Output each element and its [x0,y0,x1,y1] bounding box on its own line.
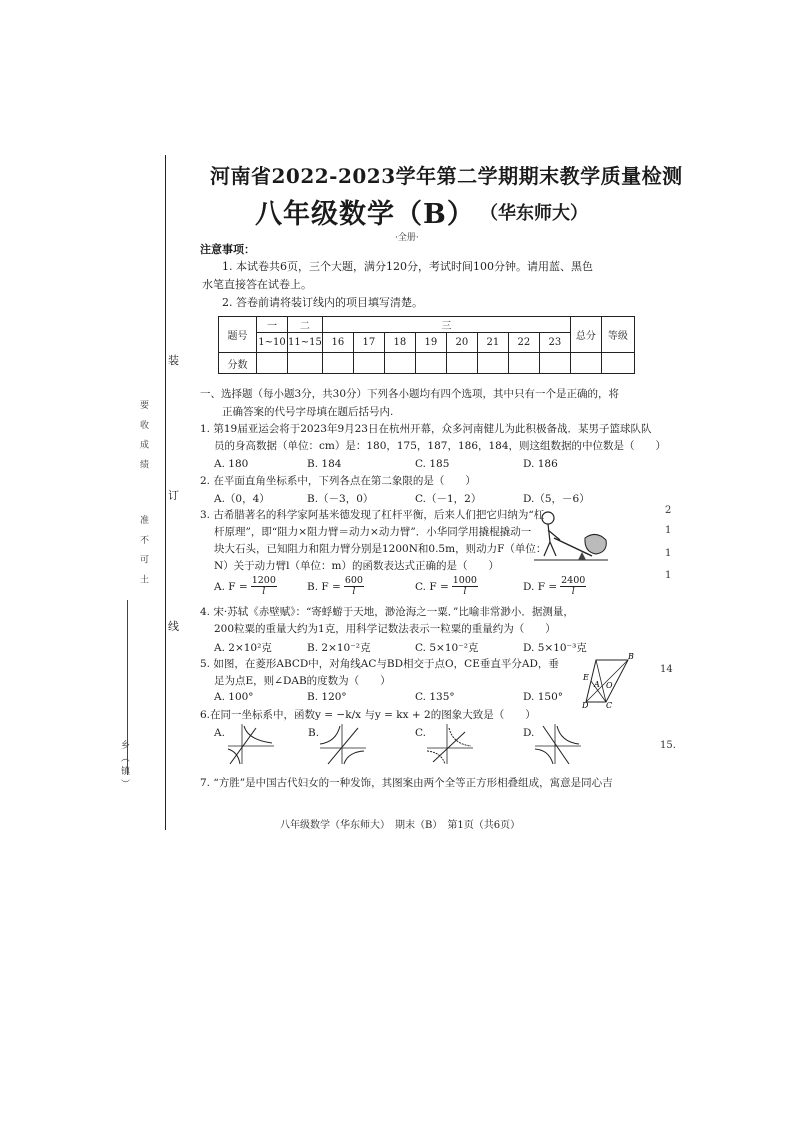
q1-option-b: B. 184 [307,458,342,470]
score-cell [570,353,601,374]
edge-mark-6: 15. [660,740,676,751]
q3-line-2: 杆原理”，即“阻力×阻力臂＝动力×动力臂”．小华同学用撬棍撬动一 [214,526,532,538]
score-table-col: 23 [539,333,570,353]
score-cell [539,353,570,374]
score-table-col: 1~10 [257,333,288,353]
rhombus-label-a: A [594,680,600,689]
q3-option-b-numerator: 600 [344,575,363,586]
score-cell [288,353,323,374]
q6-graph-b [318,722,368,766]
q6-graph-a [226,722,276,766]
score-cell [322,353,353,374]
q2-line-1: 2. 在平面直角坐标系中，下列各点在第二象限的是（ ） [200,475,476,487]
q5-option-d: D. 150° [523,691,564,703]
score-table [218,316,635,374]
q1-option-c: C. 185 [415,458,450,470]
q3-line-3: 块大石头，已知阻力和阻力臂分别是1200N和0.5m，则动力F（单位： [214,543,547,555]
q3-option-a-denominator: l [262,586,266,597]
page-footer: 八年级数学（华东师大） 期末（B） 第1页（共6页） [280,820,521,831]
notice-line-1: 1. 本试卷共6页，三个大题，满分120分，考试时间100分钟。请用蓝、黑色 [222,260,593,273]
score-table-section-1: 一 [257,317,288,333]
q5-option-a: A. 100° [214,691,254,703]
q1-option-a: A. 180 [214,458,249,470]
q3-option-a-numerator: 1200 [251,575,276,586]
q5-option-b: B. 120° [307,691,347,703]
score-cell [384,353,415,374]
q4-line-1: 4. 宋·苏轼《赤壁赋》：“寄蜉蝣于天地，渺沧海之一粟．”比喻非常渺小．据测量， [200,606,574,618]
q6-option-c: C. [415,727,426,739]
section1-heading: 一、选择题（每小题3分，共30分）下列各小题均有四个选项，其中只有一个是正确的，将 [200,388,620,400]
q3-option-c-denominator: l [463,586,467,597]
rhombus-label-o: O [606,681,613,690]
notice-line-2: 水笔直接答在试卷上。 [202,278,312,291]
lever-illustration [530,508,610,574]
score-table-grade: 等级 [601,317,634,353]
q3-line-1: 3. 古希腊著名的科学家阿基米德发现了杠杆平衡，后来人们把它归纳为“杠 [200,509,545,521]
score-table-col: 17 [353,333,384,353]
edge-mark-5: 14 [660,664,673,675]
fill-line-township [127,600,128,775]
edge-mark-4: 1 [665,570,672,581]
edge-mark-3: 1 [665,548,672,559]
q2-option-b: B.（－3，0） [307,493,374,505]
score-cell [415,353,446,374]
score-table-col: 22 [508,333,539,353]
q6-option-a: A. [214,727,225,739]
q2-option-a: A.（0，4） [214,493,270,505]
q6-graph-d [533,722,583,766]
binding-vertical-text-2: 准 不 可 土 [138,515,148,588]
score-cell [353,353,384,374]
q1-line-1: 1. 第19届亚运会将于2023年9月23日在杭州开幕，众多河南健儿为此积极备战．某男子篮球队队 [200,423,652,435]
q2-option-d: D.（5，－6） [523,493,590,505]
score-table-col: 18 [384,333,415,353]
score-table-row-label: 分数 [219,353,257,374]
binding-line [165,155,166,830]
notice-line-3: 2. 答卷前请将装订线内的项目填写清楚。 [222,296,423,309]
rhombus-label-c: C [606,701,613,708]
score-table-total: 总分 [570,317,601,353]
edge-mark-2: 1 [665,525,672,536]
score-table-col: 19 [415,333,446,353]
q3-option-c [415,576,478,597]
q3-option-d-label: D. F = [523,580,558,593]
subject-title: 八年级数学（B） [255,199,475,230]
score-cell [257,353,288,374]
q6-graph-c [425,722,475,766]
scope-label: ·全册· [395,233,419,243]
score-cell [477,353,508,374]
rhombus-label-d: D [582,701,589,708]
section1-heading-2: 正确答案的代号字母填在题后括号内. [222,406,394,418]
score-cell [446,353,477,374]
rhombus-label-b: B [628,652,634,661]
q3-option-b-label: B. F = [307,580,341,593]
q3-option-a [214,576,277,597]
binding-char-zhuang: 装 [168,354,179,367]
binding-vertical-text-3: 乡（镇） [119,740,129,792]
edition-label: （华东师大） [480,203,588,224]
q6-option-d: D. [523,727,535,739]
rhombus-label-e: E [583,673,589,682]
score-table-section-3: 三 [322,317,570,333]
edge-mark-1: 2 [665,505,672,516]
q3-option-a-label: A. F = [214,580,248,593]
q1-line-2: 员的身高数据（单位：cm）是：180，175，187，186，184，则这组数据的中位数是（ ） [214,440,667,452]
q3-option-b [307,576,364,597]
score-table-col: 16 [322,333,353,353]
q1-option-d: D. 186 [523,458,558,470]
q4-option-b: B. 2×10⁻²克 [307,642,371,654]
q5-option-c: C. 135° [415,691,455,703]
q5-line-2: 足为点E，则∠DAB的度数为（ ） [214,675,391,687]
q4-line-2: 200粒粟的重量大约为1克，用科学记数法表示一粒粟的重量约为（ ） [214,623,556,635]
binding-vertical-text-1: 要 收 成 绩 [138,400,148,473]
score-cell [601,353,634,374]
q5-line-1: 5. 如图，在菱形ABCD中，对角线AC与BD相交于点O，CE垂直平分AD，垂 [200,658,559,670]
q6-option-b: B. [308,727,320,739]
score-cell [508,353,539,374]
q4-option-d: D. 5×10⁻³克 [523,642,587,654]
binding-char-ding: 订 [168,489,179,502]
score-table-col: 20 [446,333,477,353]
score-table-section-2: 二 [288,317,323,333]
q3-option-c-label: C. F = [415,580,449,593]
score-table-col: 11~15 [288,333,323,353]
q3-option-d-denominator: l [571,586,575,597]
score-table-col: 21 [477,333,508,353]
notice-heading: 注意事项： [200,243,255,256]
q7-line-1: 7. “方胜”是中国古代妇女的一种发饰，其图案由两个全等正方形相叠组成，寓意是同心吉 [200,777,613,789]
score-table-header-question: 题号 [219,317,257,353]
q3-option-c-numerator: 1000 [452,575,477,586]
q4-option-c: C. 5×10⁻²克 [415,642,479,654]
q3-option-d [523,576,586,597]
exam-title: 河南省2022-2023学年第二学期期末教学质量检测 [210,164,683,188]
q4-option-a: A. 2×10²克 [214,642,272,654]
q3-option-d-numerator: 2400 [561,575,586,586]
q2-option-c: C.（－1，2） [415,493,482,505]
rhombus-figure [582,652,634,712]
q3-option-b-denominator: l [352,586,356,597]
q3-line-4: N）关于动力臂l（单位：m）的函数表达式正确的是（ ） [214,560,500,572]
q6-line-1: 6.在同一坐标系中，函数y = −k/x 与y = kx + 2的图象大致是（ ） [200,709,536,721]
binding-char-xian: 线 [168,620,179,633]
